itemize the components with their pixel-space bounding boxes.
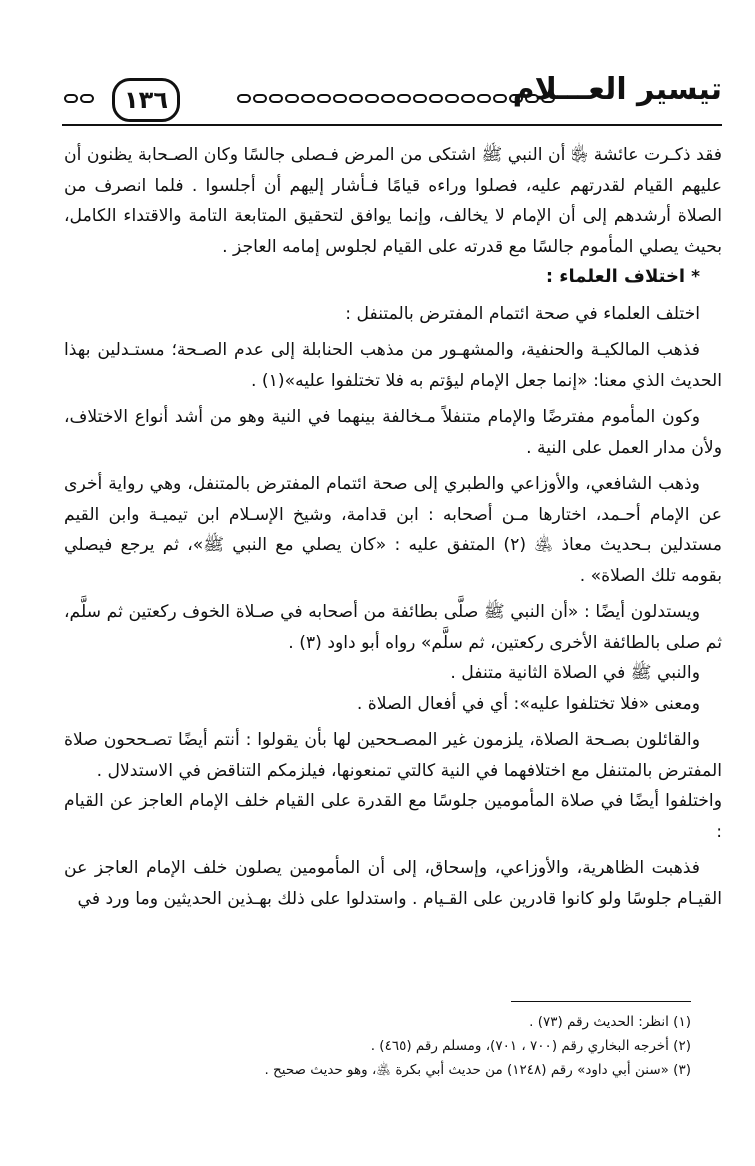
paragraph: وذهب الشافعي، والأوزاعي والطبري إلى صحة ائتمام المفترض بالمتنفل، وهي رواية أخرى عن الإمام أحـمد، اختارها مـن أصحابه : ابن قدامة، وشيخ الإسـلام ابن تيميـة وابن القيم مستدلين بـحديث معاذ ﵁ (٢) المتفق عليه : «كان يصلي مع النبي ﷺ»، ثم يرجع فيصلي بقومه تلك الصلاة» . xyxy=(64,474,722,586)
section-heading-text: اختلاف العلماء : xyxy=(545,266,686,287)
paragraph: فذهب المالكيـة والحنفية، والمشهـور من مذهب الحنابلة إلى عدم الصـحة؛ مستـدلين بهذا الحديث الذي معنا: «إنما جعل الإمام ليؤتم به فلا تختلفوا عليه»(١) . xyxy=(64,340,722,391)
page-header xyxy=(62,72,722,130)
chain-ornament-right xyxy=(237,90,557,106)
paragraph: والقائلون بصـحة الصلاة، يلزمون غير المصـححين لها بأن يقولوا : أنتم أيضًا تصـححون صلاة المفترض بالمتنفل مع اختلافهما في النية كالتي تمنعونها، فيلزمكم التناقض في الاستدلال . xyxy=(64,730,722,781)
paragraph: ويستدلون أيضًا : «أن النبي ﷺ صلَّى بطائفة من أصحابه في صـلاة الخوف ركعتين ثم سلَّم، ثم صلى بالطائفة الأخرى ركعتين، ثم سلَّم» رواه أبو داود (٣) . xyxy=(64,602,722,653)
paragraph: واختلفوا أيضًا في صلاة المأمومين جلوسًا مع القدرة على القيام خلف الإمام العاجز عن القيام : xyxy=(64,791,722,842)
paragraph: والنبي ﷺ في الصلاة الثانية متنفل . xyxy=(450,663,700,683)
section-heading xyxy=(64,262,722,293)
paragraph: وكون المأموم مفترضًا والإمام متنفلاً مـخالفة بينهما في النية وهو من أشد أنواع الاختلاف، ولأن مدار العمل على النية . xyxy=(64,407,722,458)
page-number: ١٣٦ xyxy=(112,78,180,122)
star-icon: * xyxy=(691,267,700,287)
paragraph: ومعنى «فلا تختلفوا عليه»: أي في أفعال الصلاة . xyxy=(356,693,700,714)
book-title: تيسير العـــلام xyxy=(512,72,722,107)
footnote-1: (١) انظر: الحديث رقم (٧٣) . xyxy=(529,1014,691,1030)
footnote-3: (٣) «سنن أبي داود» رقم (١٢٤٨) من حديث أبي بكرة ﵁، وهو حديث صحيح . xyxy=(264,1062,691,1078)
header-rule xyxy=(62,124,722,126)
paragraph: فذهبت الظاهرية، والأوزاعي، وإسحاق، إلى أن المأمومين يصلون خلف الإمام العاجز عن القيـام جلوسًا ولو كانوا قادرين على القـيام . واستدلوا على ذلك بهـذين الحديثين وما ورد في xyxy=(64,858,722,909)
footnotes xyxy=(51,1010,691,1082)
footnote-2: (٢) أخرجه البخاري رقم (٧٠٠ ، ٧٠١)، ومسلم رقم (٤٦٥) . xyxy=(370,1038,691,1054)
paragraph: اختلف العلماء في صحة ائتمام المفترض بالمتنفل : xyxy=(345,303,700,324)
paragraph: فقد ذكـرت عائشة ﵂ أن النبي ﷺ اشتكى من المرض فـصلى جالسًا وكان الصـحابة يظنون أن عليهم القيام لقدرتهم عليه، فصلوا وراءه قيامًا فـأشار إليهم أن أجلسوا . فلما انصرف من الصلاة أرشدهم إلى أن الإمام لا يخالف، وإنما يوافق لتحقيق المتابعة التامة والاقتداء الكامل، بحيث يصلي المأموم جالسًا مع قدرته على القيام لجلوس إمامه العاجز . xyxy=(64,145,722,257)
chain-ornament-left xyxy=(64,90,102,106)
body-text xyxy=(64,140,722,914)
footnote-rule xyxy=(511,1001,691,1002)
